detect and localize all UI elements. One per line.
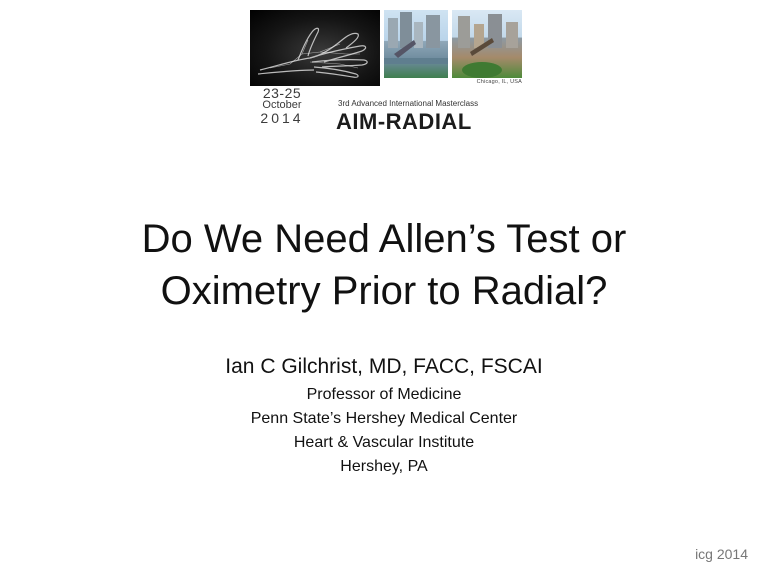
hand-outline-icon [250, 10, 380, 86]
dates-days: 23-25 [262, 85, 302, 101]
skyline-icon [452, 10, 522, 78]
author-affiliation [0, 383, 768, 479]
slide-title [0, 213, 768, 317]
conference-name: AIM-RADIAL [336, 109, 472, 134]
affiliation-line: Hershey, PA [340, 458, 428, 475]
hand-angiogram-image [250, 10, 380, 86]
chicago-river-image [452, 10, 522, 78]
affiliation-line: Professor of Medicine [306, 386, 462, 403]
affiliation-line: Heart & Vascular Institute [293, 434, 475, 451]
skyline-icon [384, 10, 448, 78]
author-name: Ian C Gilchrist, MD, FACC, FSCAI [225, 355, 543, 378]
conference-dates [252, 86, 312, 125]
dates-month: October [262, 99, 302, 111]
conference-banner [250, 10, 522, 132]
slide-footer: icg 2014 [695, 546, 748, 562]
masterclass-label: 3rd Advanced International Masterclass [338, 99, 479, 108]
title-line-2: Oximetry Prior to Radial? [160, 269, 608, 313]
chicago-bridge-image [384, 10, 448, 78]
affiliation-line: Penn State’s Hershey Medical Center [250, 410, 518, 427]
location-label: Chicago, IL, USA [476, 79, 522, 85]
title-line-1: Do We Need Allen’s Test or [141, 217, 627, 261]
dates-year: 2014 [260, 110, 304, 126]
